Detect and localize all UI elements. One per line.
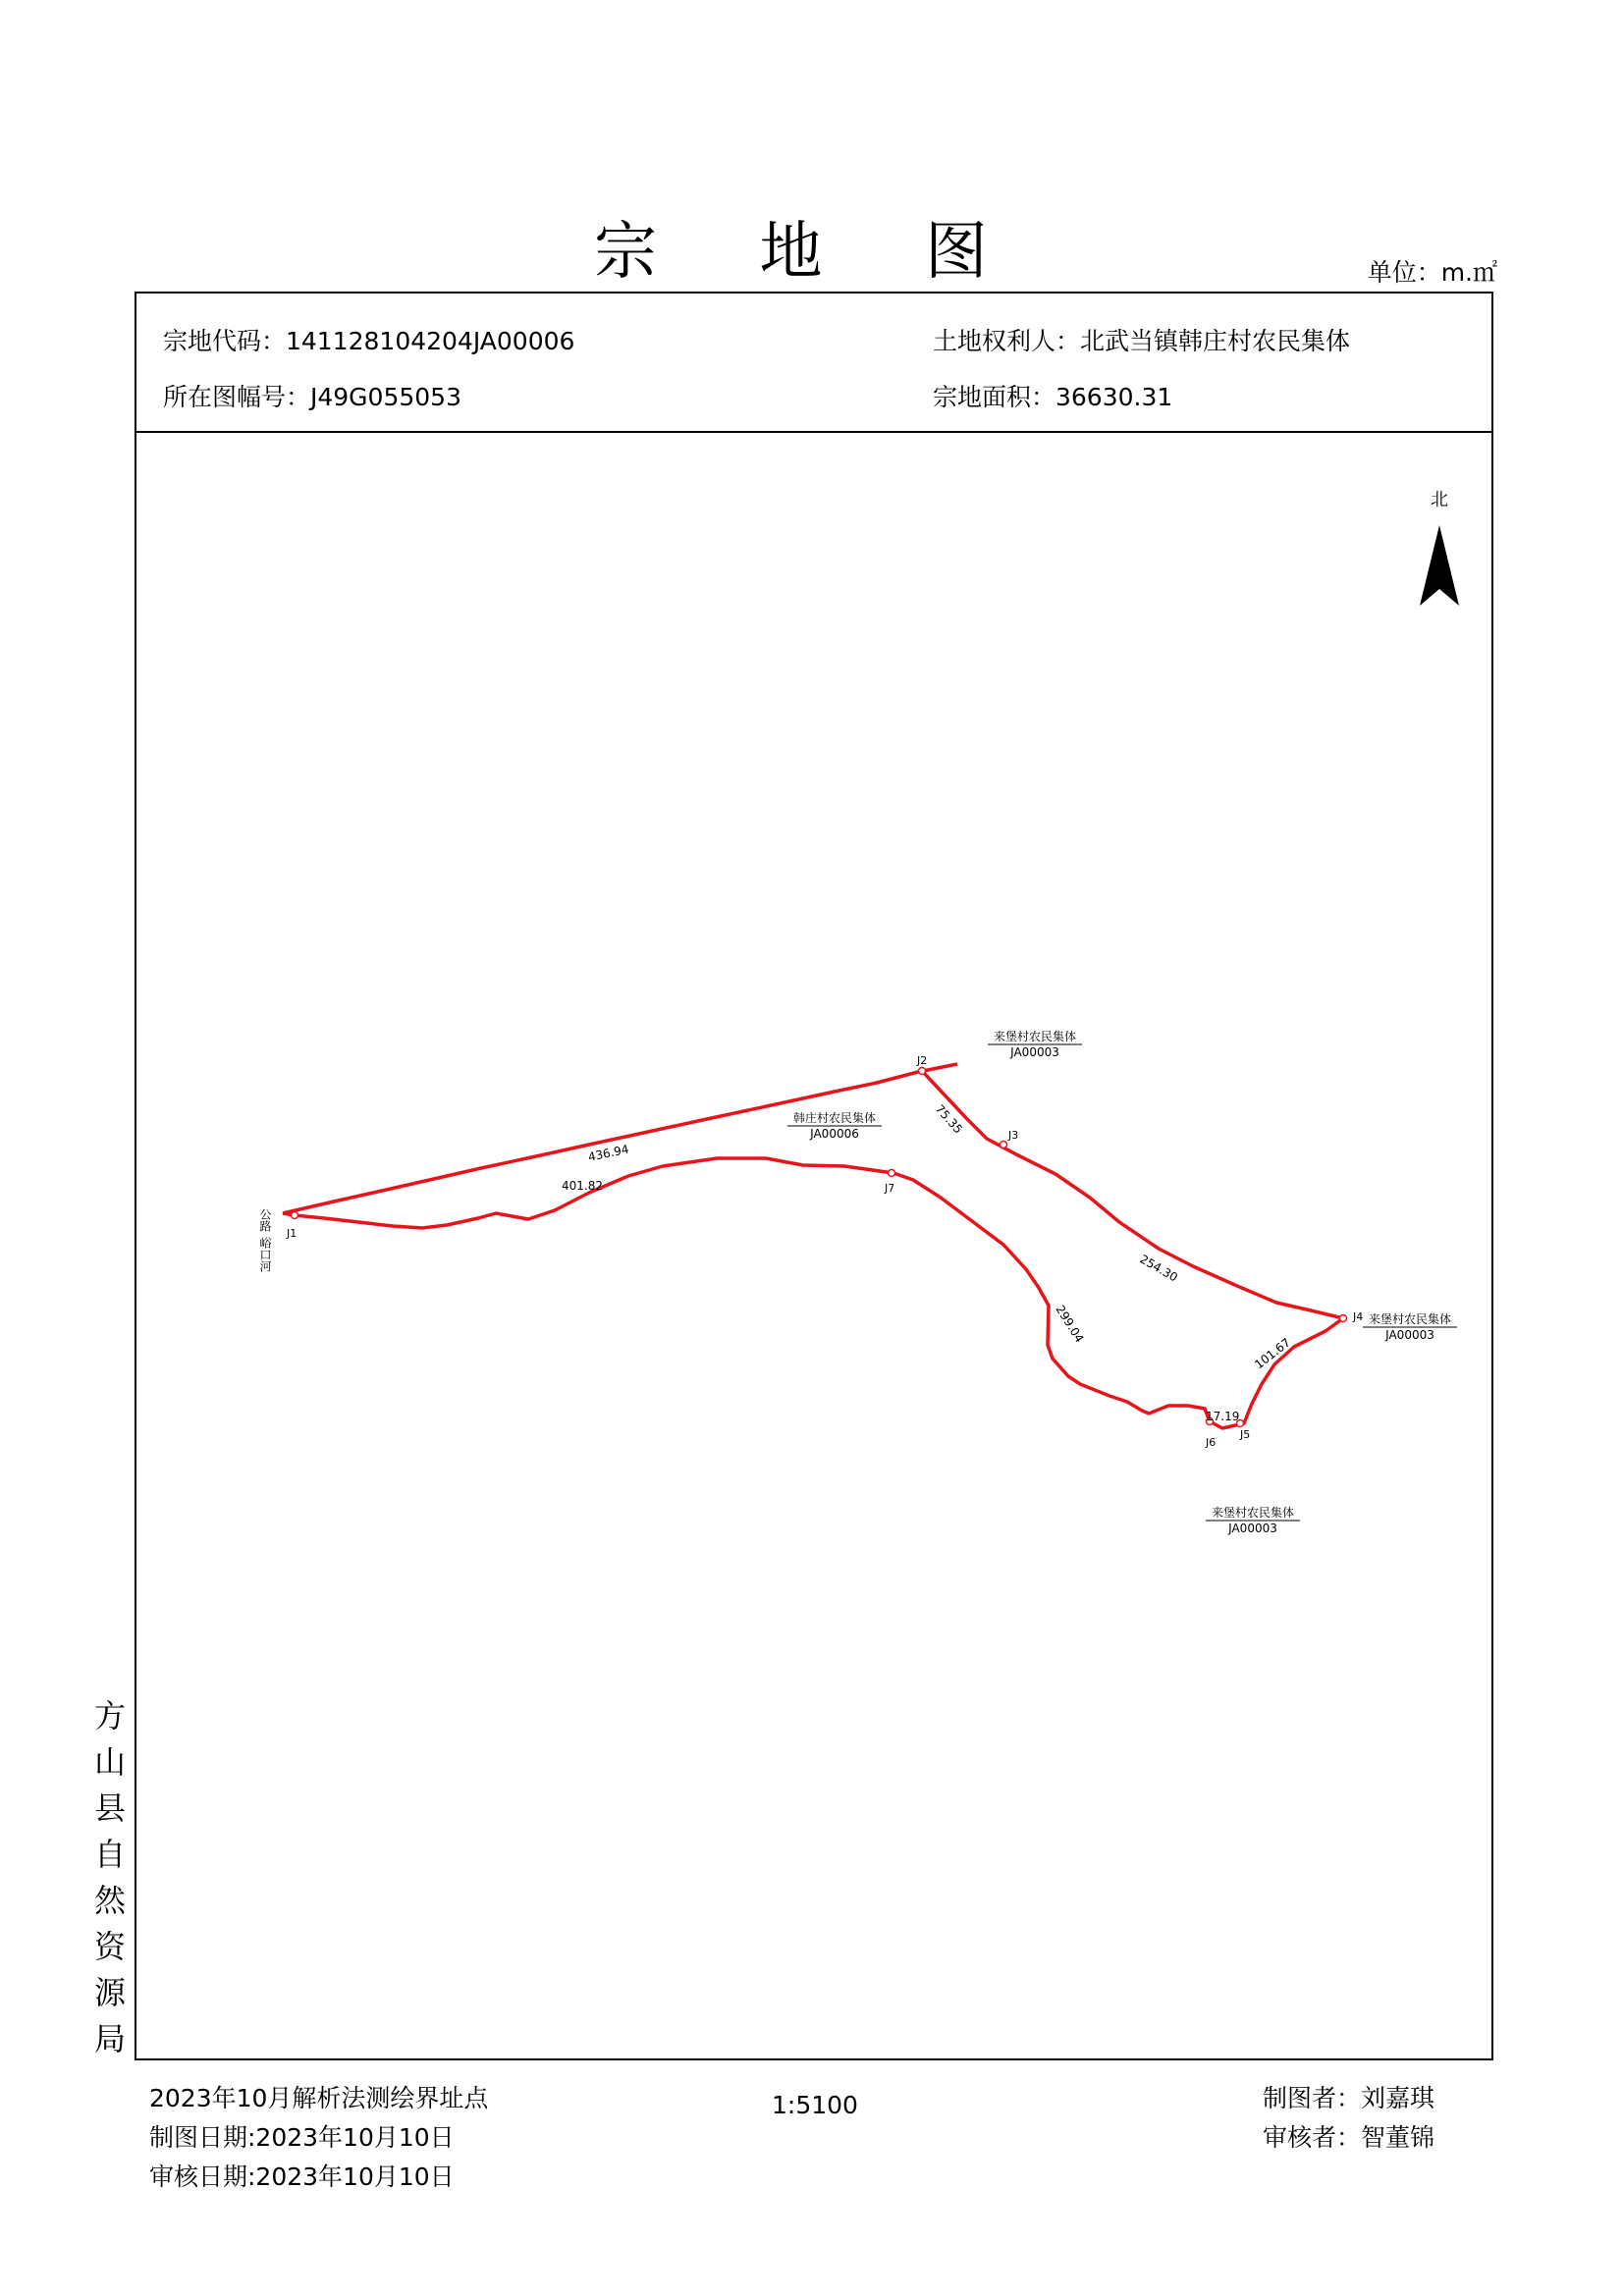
authority-char: 局 <box>93 2020 126 2057</box>
neighbor-name-east: 来堡村农民集体 <box>1368 1312 1452 1326</box>
authority-char: 然 <box>93 1882 126 1919</box>
point-label-j4: J4 <box>1353 1310 1364 1323</box>
neighbor-code-north: JA00003 <box>1010 1045 1059 1059</box>
edge-label-j4-j5: 101.67 <box>1252 1335 1293 1372</box>
boundary-east-edge <box>923 1072 1343 1318</box>
point-label-j2: J2 <box>917 1054 928 1067</box>
corner-point-j3 <box>1001 1142 1007 1148</box>
neighbor-name-self: 韩庄村农民集体 <box>792 1111 877 1125</box>
point-label-j7: J7 <box>885 1182 895 1195</box>
draw-date: 制图日期:2023年10月10日 <box>149 2123 455 2152</box>
survey-method: 2023年10月解析法测绘界址点 <box>149 2084 489 2112</box>
check-date: 审核日期:2023年10月10日 <box>149 2163 455 2191</box>
unit-label: 单位：m.㎡ <box>1367 258 1497 287</box>
neighbor-name-south: 来堡村农民集体 <box>1211 1506 1295 1520</box>
authority-char: 资 <box>93 1928 126 1965</box>
authority-char: 源 <box>93 1974 126 2011</box>
neighbor-code-east: JA00003 <box>1385 1328 1434 1342</box>
map-sheet: 所在图幅号：J49G055053 <box>163 383 461 411</box>
map-scale: 1:5100 <box>772 2091 858 2119</box>
parcel-code: 宗地代码：141128104204JA00006 <box>163 327 575 355</box>
point-label-j3: J3 <box>1008 1129 1019 1142</box>
authority-char: 县 <box>93 1789 126 1827</box>
edge-label-j7-j1: 401.82 <box>562 1179 603 1193</box>
authority-char: 自 <box>93 1836 126 1873</box>
neighbor-code-south: JA00003 <box>1228 1522 1277 1535</box>
authority-char: 方 <box>93 1697 126 1735</box>
edge-label-j6-j7: 299.04 <box>1053 1303 1087 1346</box>
neighbor-name-north: 来堡村农民集体 <box>993 1030 1077 1043</box>
page-title: 宗 地 图 <box>594 216 1029 289</box>
edge-label-j5-j6: 17.19 <box>1206 1410 1240 1423</box>
issuing-authority <box>90 1693 130 2062</box>
edge-label-j1-j2: 436.94 <box>586 1142 630 1164</box>
authority-char: 山 <box>93 1743 126 1781</box>
parcel-area: 宗地面积：36630.31 <box>933 383 1173 411</box>
corner-point-j1 <box>292 1212 298 1219</box>
checker: 审核者：智董锦 <box>1263 2123 1435 2152</box>
north-label: 北 <box>1431 490 1448 510</box>
neighbor-code-self: JA00006 <box>810 1127 859 1141</box>
point-label-j5: J5 <box>1240 1428 1251 1441</box>
corner-point-j4 <box>1340 1315 1347 1322</box>
edge-label-j3-j4: 254.30 <box>1137 1252 1180 1285</box>
north-arrow-icon <box>1420 525 1459 606</box>
owner: 土地权利人：北武当镇韩庄村农民集体 <box>933 327 1351 355</box>
drawer: 制图者：刘嘉琪 <box>1263 2084 1435 2112</box>
point-label-j1: J1 <box>287 1227 298 1240</box>
edge-label-j2-j3: 75.35 <box>932 1101 966 1137</box>
point-label-j6: J6 <box>1206 1436 1217 1449</box>
corner-point-j2 <box>919 1068 926 1075</box>
corner-point-j7 <box>889 1170 895 1177</box>
boundary-south-edge <box>893 1173 1210 1421</box>
west-label-river: 峪口河 <box>258 1237 272 1272</box>
west-label-road: 公路 <box>258 1208 272 1232</box>
